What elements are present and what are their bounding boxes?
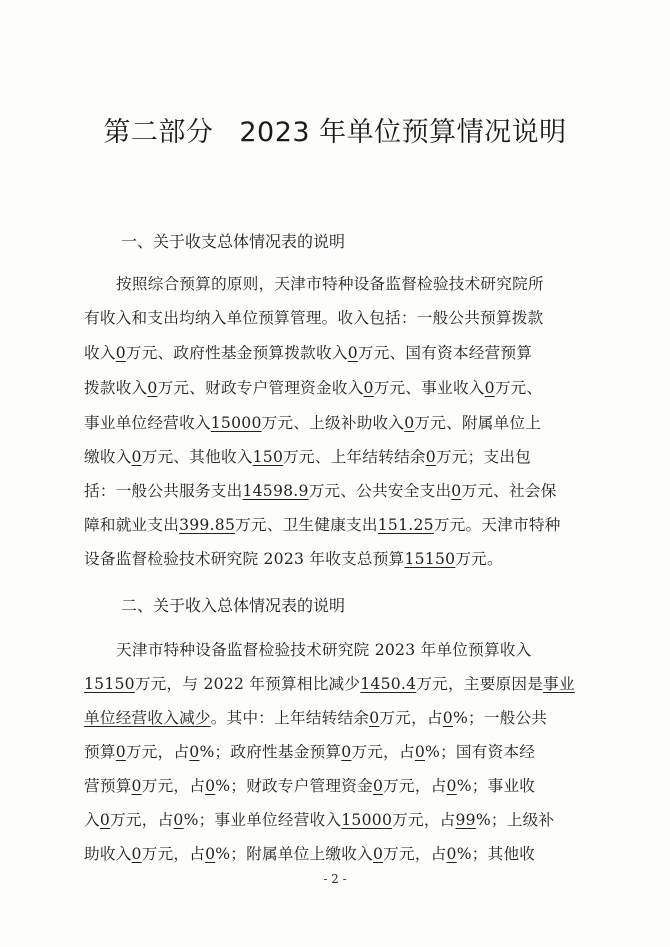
text-run: 万元、 bbox=[494, 379, 543, 397]
text-run: %；上级补 bbox=[475, 811, 555, 829]
value: 0 bbox=[446, 845, 457, 863]
page-title bbox=[0, 110, 670, 149]
paragraph-line: 有收入和支出均纳入单位预算管理。收入包括：一般公共预算拨款 bbox=[84, 309, 544, 327]
page-number: - 2 - bbox=[323, 872, 347, 886]
text-run: 万元、卫生健康支出 bbox=[235, 516, 378, 534]
text-run: 万元，占 bbox=[383, 777, 447, 795]
value: 151.25 bbox=[377, 516, 434, 534]
paragraph-line bbox=[84, 445, 594, 467]
value: 0 bbox=[484, 379, 495, 397]
value: 150 bbox=[252, 448, 284, 466]
text-run: 设备监督检验技术研究院 2023 年收支总预算 bbox=[84, 550, 405, 568]
text-run: 万元，占 bbox=[141, 845, 206, 863]
text-run: 万元，占 bbox=[125, 743, 190, 761]
text-run: 万元、上年结转结余 bbox=[283, 448, 426, 466]
text-run: %；政府性基金预算 bbox=[199, 743, 342, 761]
paragraph-line bbox=[84, 774, 594, 796]
text-run: 。其中：上年结转结余 bbox=[210, 709, 370, 727]
text-run: 万元、公共安全支出 bbox=[308, 482, 452, 500]
paragraph-line bbox=[84, 740, 594, 762]
title-part-label: 第二部分 bbox=[103, 117, 214, 148]
text-run: 万元，占 bbox=[392, 811, 456, 829]
value: 1450.4 bbox=[360, 675, 417, 693]
value: 0 bbox=[347, 344, 358, 362]
value: 99 bbox=[455, 811, 476, 829]
text-run: %；一般公共 bbox=[452, 709, 548, 727]
value: 14598.9 bbox=[242, 482, 309, 500]
paragraph-line bbox=[84, 672, 594, 694]
paragraph-line bbox=[84, 513, 594, 535]
text-run: 障和就业支出 bbox=[84, 516, 180, 534]
text-run: 万元，占 bbox=[110, 811, 174, 829]
text-run: 万元；支出包 bbox=[435, 448, 532, 466]
value: 0 bbox=[147, 379, 158, 397]
section-1-heading: 一、关于收支总体情况表的说明 bbox=[121, 232, 346, 251]
value: 单位经营收入减少 bbox=[84, 709, 211, 727]
text-run: 万元。 bbox=[455, 550, 503, 568]
text-run: %；其他收 bbox=[456, 845, 536, 863]
paragraph-line bbox=[84, 411, 594, 433]
text-run: 万元，占 bbox=[383, 845, 447, 863]
value: 0 bbox=[341, 743, 352, 761]
value: 0 bbox=[189, 743, 200, 761]
text-run: %；事业单位经营收入 bbox=[183, 811, 342, 829]
paragraph-line bbox=[84, 547, 594, 569]
title-main-label: 2023 年单位预算情况说明 bbox=[239, 117, 567, 148]
text-run: 收入 bbox=[84, 344, 116, 362]
text-run: 拨款收入 bbox=[84, 379, 148, 397]
text-run: 万元、社会保 bbox=[461, 482, 557, 500]
paragraph-line bbox=[84, 479, 594, 501]
value: 0 bbox=[451, 482, 462, 500]
value: 0 bbox=[414, 743, 425, 761]
paragraph-line bbox=[84, 842, 594, 864]
text-run: 万元、上级补助收入 bbox=[261, 414, 405, 432]
text-run: 万元、政府性基金预算拨款收入 bbox=[125, 344, 348, 362]
text-run: 助收入 bbox=[84, 845, 132, 863]
value: 0 bbox=[131, 777, 142, 795]
paragraph-line bbox=[84, 376, 594, 398]
value: 15150 bbox=[404, 550, 456, 568]
value: 15000 bbox=[341, 811, 393, 829]
value: 15150 bbox=[84, 675, 135, 693]
paragraph-line: 天津市特种设备监督检验技术研究院 2023 年单位预算收入 bbox=[116, 641, 532, 659]
value: 事业 bbox=[543, 675, 575, 693]
value: 0 bbox=[442, 709, 453, 727]
value: 0 bbox=[173, 811, 184, 829]
value: 0 bbox=[363, 379, 374, 397]
value: 0 bbox=[425, 448, 436, 466]
text-run: 万元、事业收入 bbox=[373, 379, 485, 397]
paragraph-line bbox=[84, 341, 594, 363]
text-run: 万元，主要原因是 bbox=[416, 675, 544, 693]
text-run: 万元、财政专户管理资金收入 bbox=[157, 379, 364, 397]
text-run: 预算 bbox=[84, 743, 116, 761]
paragraph-line bbox=[84, 808, 594, 830]
value: 0 bbox=[372, 845, 384, 863]
text-run: 括：一般公共服务支出 bbox=[84, 482, 243, 500]
paragraph-line bbox=[84, 706, 594, 728]
text-run: 万元，与 2022 年预算相比减少 bbox=[134, 675, 361, 693]
text-run: %；附属单位上缴收入 bbox=[215, 845, 373, 863]
text-run: 营预算 bbox=[84, 777, 132, 795]
text-run: 万元、其他收入 bbox=[141, 448, 253, 466]
value: 0 bbox=[99, 811, 111, 829]
text-run: %；国有资本经 bbox=[425, 743, 536, 761]
value: 0 bbox=[205, 777, 216, 795]
text-run: 入 bbox=[84, 811, 100, 829]
text-run: 事业单位经营收入 bbox=[84, 414, 211, 432]
value: 399.85 bbox=[179, 516, 236, 534]
value: 0 bbox=[372, 777, 384, 795]
value: 0 bbox=[404, 414, 415, 432]
value: 15000 bbox=[210, 414, 262, 432]
text-run: 万元，占 bbox=[141, 777, 206, 795]
text-run: 万元。天津市特种 bbox=[433, 516, 561, 534]
text-run: 万元、国有资本经营预算 bbox=[357, 344, 533, 362]
value: 0 bbox=[131, 448, 142, 466]
value: 0 bbox=[131, 845, 142, 863]
text-run: %；事业收 bbox=[456, 777, 536, 795]
section-2-heading: 二、关于收入总体情况表的说明 bbox=[121, 596, 346, 615]
paragraph-line: 按照综合预算的原则，天津市特种设备监督检验技术研究院所 bbox=[116, 275, 544, 293]
value: 0 bbox=[115, 344, 126, 362]
text-run: 万元，占 bbox=[379, 709, 443, 727]
value: 0 bbox=[369, 709, 380, 727]
text-run: %；财政专户管理资金 bbox=[215, 777, 373, 795]
text-run: 缴收入 bbox=[84, 448, 132, 466]
value: 0 bbox=[446, 777, 457, 795]
text-run: 万元、附属单位上 bbox=[414, 414, 542, 432]
value: 0 bbox=[115, 743, 126, 761]
text-run: 万元，占 bbox=[351, 743, 415, 761]
value: 0 bbox=[205, 845, 216, 863]
